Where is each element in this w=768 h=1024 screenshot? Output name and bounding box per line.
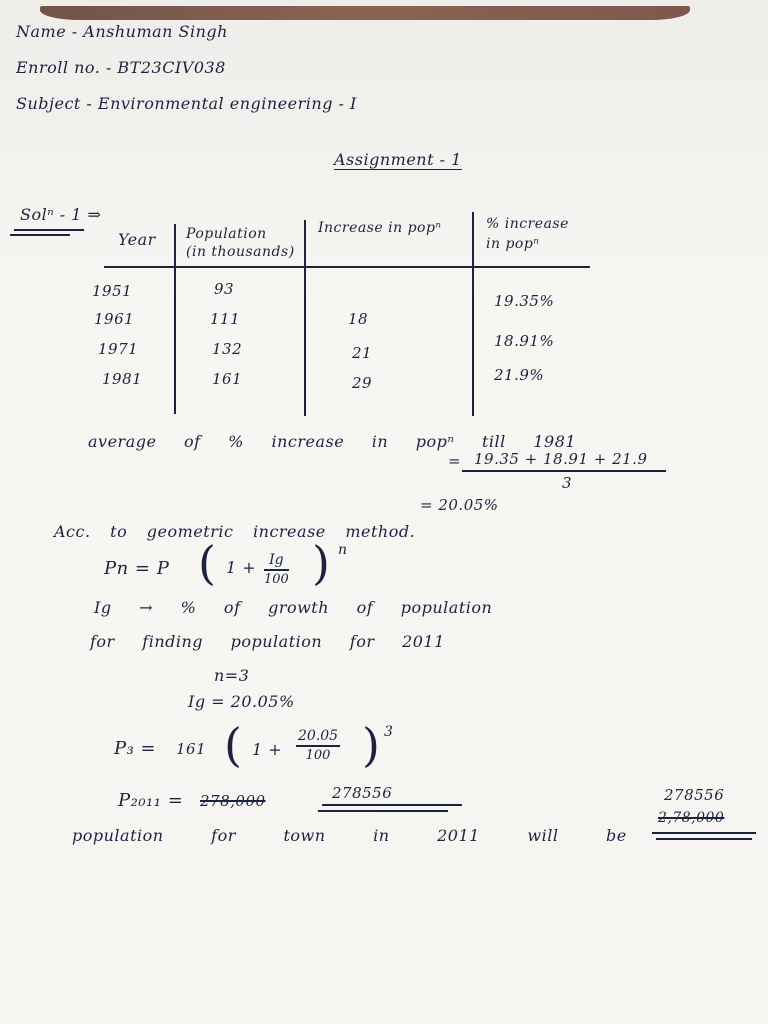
p3-numerator: 20.05 (298, 728, 339, 744)
formula-paren-close: ) (312, 536, 330, 590)
table-col-divider-2 (304, 220, 306, 416)
p3-fraction (296, 728, 340, 763)
col-header-population-unit: (in thousands) (186, 244, 295, 260)
enroll-number: Enroll no. - BT23CIV038 (16, 58, 226, 77)
table-col-divider-3 (472, 212, 474, 416)
col-header-percent-2: in popⁿ (486, 236, 540, 252)
col-header-population: Population (186, 226, 267, 242)
table-cell-population: 132 (212, 340, 243, 358)
formula-exponent: n (338, 542, 348, 558)
page-edge-shadow (40, 6, 690, 20)
table-row: 1971 (98, 340, 139, 358)
formula-denominator: 100 (264, 571, 289, 587)
table-row: 1951 (92, 282, 133, 300)
p3-lhs: P₃ = (114, 738, 157, 759)
table-cell-increase: 29 (352, 374, 373, 392)
average-result: = 20.05% (420, 496, 499, 514)
average-expression: 19.35 + 18.91 + 21.9 (474, 450, 648, 468)
p2011-underline-1 (322, 804, 462, 806)
table-cell-percent: 19.35% (494, 292, 555, 310)
formula-numerator: Ig (269, 552, 284, 568)
table-cell-population: 93 (214, 280, 235, 298)
p2011-underline-2 (318, 810, 448, 812)
student-name: Name - Anshuman Singh (16, 22, 228, 41)
table-cell-percent: 21.9% (494, 366, 545, 384)
p3-paren-close: ) (362, 718, 380, 772)
table-cell-population: 111 (210, 310, 241, 328)
formula-paren-open: ( (198, 536, 216, 590)
n-value: n=3 (214, 666, 250, 685)
solution-label: Solⁿ - 1 ⇒ (20, 205, 102, 224)
table-cell-population: 161 (212, 370, 243, 388)
conclusion-struck-value: 2,78,000 (658, 810, 725, 826)
p3-paren-open: ( (224, 718, 242, 772)
method-intro: Acc. to geometric increase method. (54, 522, 416, 541)
col-header-increase: Increase in popⁿ (318, 220, 442, 236)
formula-fraction (264, 552, 289, 587)
table-row: 1981 (102, 370, 143, 388)
formula-fraction-bar (264, 569, 289, 571)
average-label: average of % increase in popⁿ till 1981 (88, 432, 577, 451)
assignment-title: Assignment - 1 (334, 150, 462, 169)
table-row: 1961 (94, 310, 135, 328)
average-denominator: 3 (562, 474, 573, 492)
table-col-divider-1 (174, 224, 176, 414)
conclusion-text: population for town in 2011 will be (72, 826, 627, 845)
table-cell-increase: 21 (352, 344, 373, 362)
p2011-value: 278556 (332, 784, 393, 802)
p2011-struck-value: 278,000 (200, 792, 266, 810)
conclusion-value: 278556 (664, 786, 725, 804)
conclusion-underline-2 (656, 838, 752, 840)
table-cell-percent: 18.91% (494, 332, 555, 350)
p3-denominator: 100 (305, 747, 331, 763)
ig-value: Ig = 20.05% (188, 692, 295, 711)
col-header-year: Year (118, 230, 156, 249)
solution-underline-1 (14, 229, 84, 231)
p3-base: 161 (176, 740, 207, 758)
ig-definition: Ig → % of growth of population (94, 598, 493, 617)
formula-one-plus: 1 + (226, 558, 257, 577)
average-fraction-bar (462, 470, 666, 472)
p2011-lhs: P₂₀₁₁ = (118, 790, 184, 811)
finding-line: for finding population for 2011 (90, 632, 445, 651)
conclusion-underline-1 (652, 832, 756, 834)
average-equals: = (448, 452, 462, 470)
solution-underline-2 (10, 234, 70, 236)
p3-one-plus: 1 + (252, 740, 283, 759)
formula-lhs: Pn = P (104, 558, 170, 579)
table-cell-increase: 18 (348, 310, 369, 328)
table-header-rule (104, 266, 590, 268)
col-header-percent: % increase (486, 216, 569, 232)
subject-line: Subject - Environmental engineering - I (16, 94, 357, 113)
p3-fraction-bar (296, 745, 340, 747)
p3-exponent: 3 (384, 724, 394, 740)
